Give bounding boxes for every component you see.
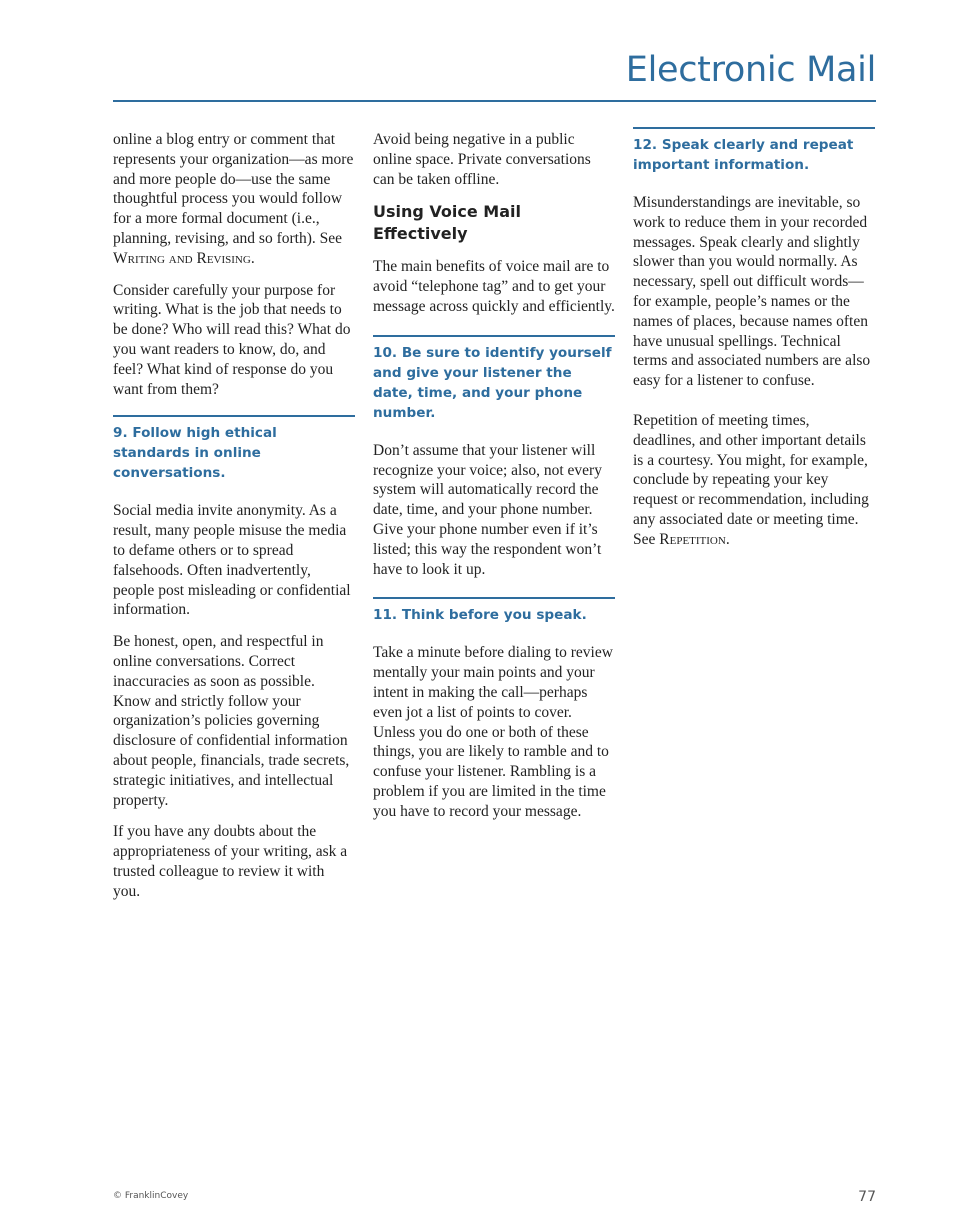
section-heading: Using Voice Mail Effectively [373,202,521,244]
column-1 [113,130,355,914]
paragraph-end: . [250,249,255,267]
paragraph [113,130,355,269]
paragraph-text: Repetition of meeting times, deadlines, and other important details is a courtesy. You might, for example, conclude by repeating your key request or recommendation, including any associated date or meeting time. See [633,411,869,548]
tip-divider [373,597,615,599]
tip-10-heading: 10. Be sure to identify yourself and give your listener the date, time, and your phone number. [373,344,612,421]
paragraph: Avoid being negative in a public online space. Private conversations can be taken offline. [373,131,591,188]
footer-copyright: © FranklinCovey [113,1191,189,1201]
paragraph: If you have any doubts about the appropriateness of your writing, ask a trusted colleague to review it with you. [113,823,348,900]
tip-divider [633,127,875,129]
paragraph-text: online a blog entry or comment that represents your organization—as more and more people do—use the same thoughtful process you would follow for a more formal document (i.e., planning, revising, and so forth). See [113,131,354,247]
paragraph: Take a minute before dialing to review mentally your main points and your intent in making the call—perhaps even jot a list of points to cover. Unless you do one or both of these things, you are likely to ramble and to confuse your listener. Rambling is a problem if you are limited in the time you have to record your message. [373,644,613,820]
paragraph: Misunderstandings are inevitable, so work to reduce them in your recorded messages. Speak clearly and slightly slower than you would normally. As necessary, spell out difficult words—for example, people’s names or the names of places, because names often have unusual spellings. Technical terms and associated numbers are also easy for a listener to confuse. [633,194,871,390]
paragraph-end: . [725,530,730,548]
column-3 [633,127,875,562]
tip-12-heading: 12. Speak clearly and repeat important information. [633,137,854,173]
tip-11-heading: 11. Think before you speak. [373,607,587,624]
paragraph: The main benefits of voice mail are to avoid “telephone tag” and to get your message across quickly and efficiently. [373,258,615,315]
cross-reference: Writing and Revising [113,249,251,267]
paragraph: Social media invite anonymity. As a result, many people misuse the media to defame others or to spread falsehoods. Often inadvertently, people post misleading or confidential information. [113,502,351,619]
paragraph [633,411,875,550]
paragraph: Consider carefully your purpose for writing. What is the job that needs to be done? Who will read this? What do you want readers to know, do, and feel? What kind of response do you want from them? [113,281,351,398]
paragraph: Be honest, open, and respectful in online conversations. Correct inaccuracies as soon as possible. Know and strictly follow your organization’s policies governing disclosure of confidential information about people, financials, trade secrets, strategic initiatives, and intellectual property. [113,633,350,809]
title-divider [113,100,876,102]
tip-divider [373,335,615,337]
page-number: 77 [858,1189,876,1205]
cross-reference: Repetition [659,530,726,548]
tip-9-heading: 9. Follow high ethical standards in online conversations. [113,425,277,482]
page-title: Electronic Mail [625,50,876,90]
paragraph: Don’t assume that your listener will recognize your voice; also, not every system will automatically record the date, time, and your phone number. Give your phone number even if it’s listed; this way the respondent won’t have to look it up. [373,441,602,578]
column-2 [373,130,615,834]
tip-divider [113,415,355,417]
